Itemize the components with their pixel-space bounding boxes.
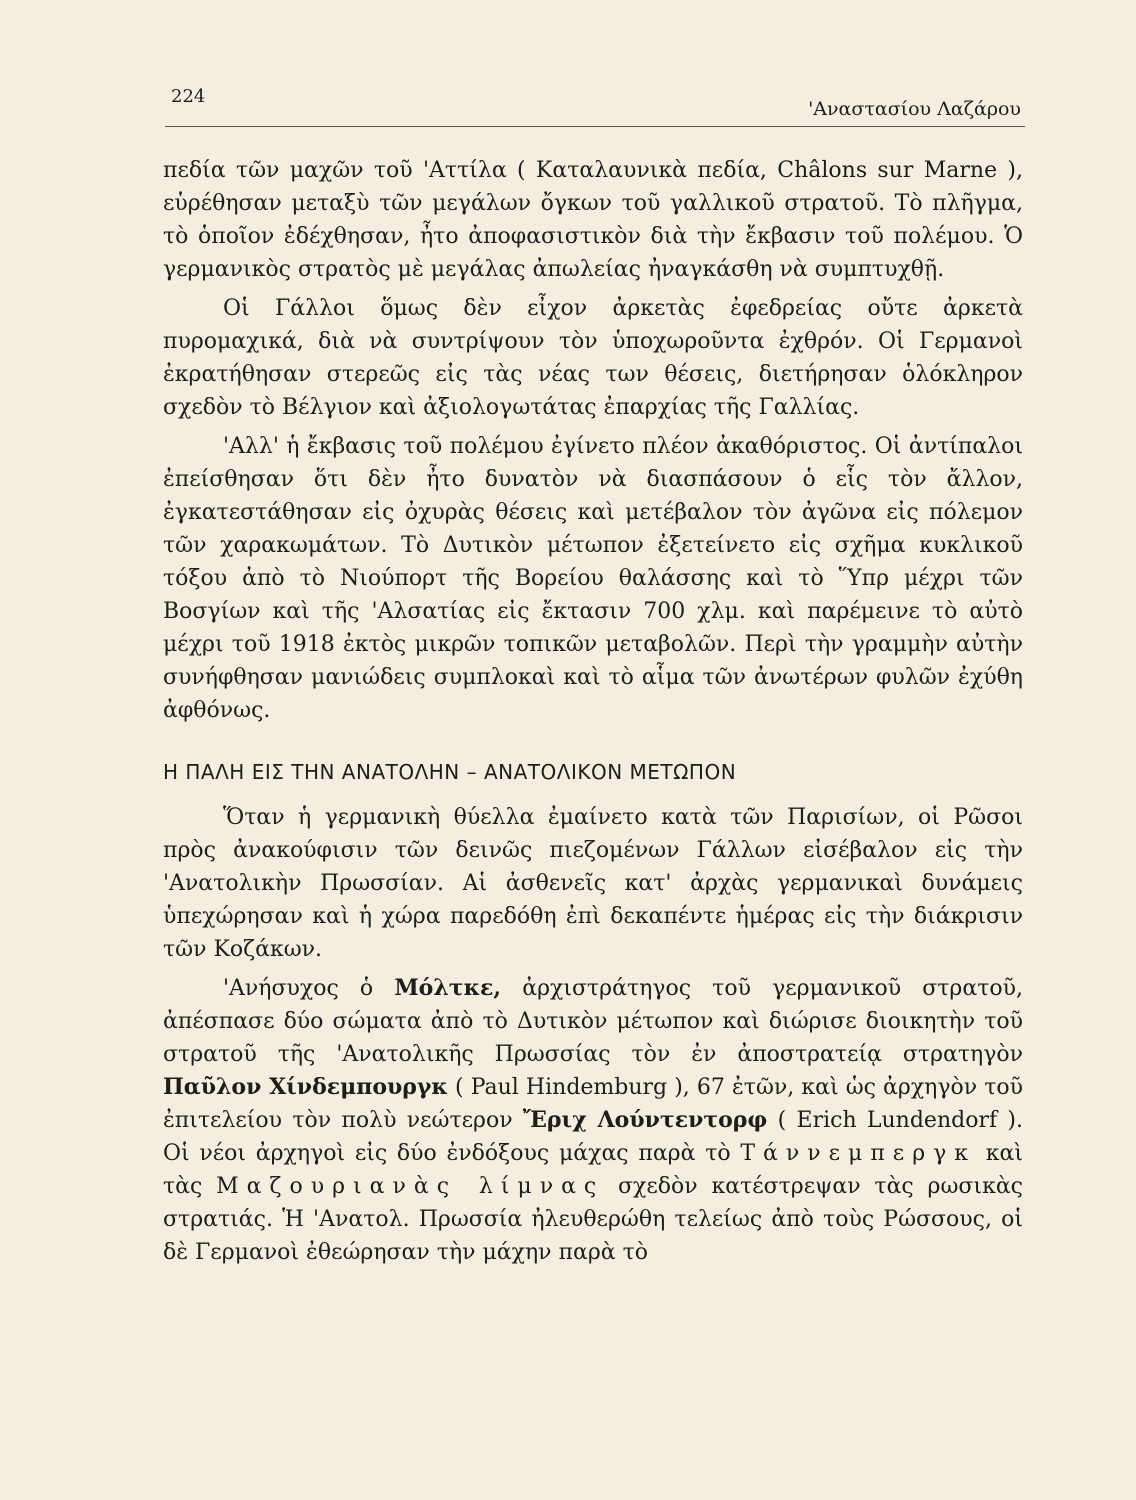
name-hindenburg: Παῦλον Χίνδεμπουργκ [163, 1074, 448, 1100]
place-masurian-lakes: Μαζουριανὰς λίμνας [216, 1174, 605, 1199]
page-number: 224 [171, 86, 206, 107]
name-ludendorff: Ἔριχ Λούντεντορφ [522, 1107, 768, 1133]
paragraph-5 [163, 972, 1023, 1269]
running-head: 'Αναστασίου Λαζάρου [808, 98, 1021, 120]
name-moltke: Μόλτκε, [394, 975, 502, 1001]
section-heading: Η ΠΑΛΗ ΕΙΣ ΤΗΝ ΑΝΑΤΟΛΗΝ – ΑΝΑΤΟΛΙΚΟΝ ΜΕΤΩΠΟΝ [163, 760, 737, 784]
page-body [163, 154, 1023, 1269]
paragraph-2: Οἱ Γάλλοι ὅμως δὲν εἶχον ἀρκετὰς ἐφεδρείας οὔτε ἀρκετὰ πυρομαχικά, διὰ νὰ συντρίψουν τὸν ὑποχωροῦντα ἐχθρόν. Οἱ Γερμανοὶ ἐκρατήθησαν στερεῶς εἰς τὰς νέας των θέσεις, διετήρησαν ὁλόκληρον σχεδὸν τὸ Βέλγιον καὶ ἀξιολογωτάτας ἐπαρχίας τῆς Γαλλίας. [163, 296, 1023, 420]
page-header [165, 82, 1025, 127]
p5-text-4: ( Erich Lundendorf ). Οἱ νέοι ἀρχηγοὶ εἰς δύο ἐνδόξους μάχας παρὰ τὸ [163, 1108, 1023, 1166]
p5-text-1: 'Ανήσυχος ὁ [223, 976, 395, 1001]
p5-text-5: καὶ τὰς [163, 1141, 1023, 1199]
paragraph-3: 'Αλλ' ἡ ἔκβασις τοῦ πολέμου ἐγίνετο πλέον ἀκαθόριστος. Οἱ ἀντίπαλοι ἐπείσθησαν ὅτι δὲν ἦτο δυνατὸν νὰ διασπάσουν ὁ εἷς τὸν ἄλλον, ἐγκατεστάθησαν εἰς ὀχυρὰς θέσεις καὶ μετέβαλον τὸν ἀγῶνα εἰς πόλεμον τῶν χαρακωμάτων. Τὸ Δυτικὸν μέτωπον ἐξετείνετο εἰς σχῆμα κυκλικοῦ τόξου ἀπὸ τὸ Νιούπορτ τῆς Βορείου θαλάσσης καὶ τὸ Ὕπρ μέχρι τῶν Βοσγίων καὶ τῆς 'Αλσατίας εἰς ἔκτασιν 700 χλμ. καὶ παρέμεινε τὸ αὐτὸ μέχρι τοῦ 1918 ἐκτὸς μικρῶν τοπικῶν μεταβολῶν. Περὶ τὴν γραμμὴν αὐτὴν συνήφθησαν μανιώδεις συμπλοκαὶ καὶ τὸ αἷμα τῶν ἀνωτέρων φυλῶν ἐχύθη ἀφθόνως. [163, 434, 1023, 723]
paragraph-4: Ὅταν ἡ γερμανικὴ θύελλα ἐμαίνετο κατὰ τῶν Παρισίων, οἱ Ρῶσοι πρὸς ἀνακούφισιν τῶν δεινῶς πιεζομένων Γάλλων εἰσέβαλον εἰς τὴν 'Ανατολικὴν Πρωσσίαν. Αἱ ἀσθενεῖς κατ' ἀρχὰς γερμανικαὶ δυνάμεις ὑπεχώρησαν καὶ ἡ χώρα παρεδόθη ἐπὶ δεκαπέντε ἡμέρας εἰς τὴν διάκρισιν τῶν Κοζάκων. [163, 805, 1023, 962]
p5-text-2: ἀρχιστράτηγος τοῦ γερμανικοῦ στρατοῦ, ἀπέσπασε δύο σώματα ἀπὸ τὸ Δυτικὸν μέτωπον καὶ διώρισε διοικητὴν τοῦ στρατοῦ τῆς 'Ανατολικῆς Πρωσσίας τὸν ἐν ἀποστρατείᾳ στρατηγὸν [163, 976, 1023, 1067]
p5-text-6: σχεδὸν κατέστρεψαν τὰς ρωσικὰς στρατιάς. Ἡ 'Ανατολ. Πρωσσία ἠλευθερώθη τελείως ἀπὸ τοὺς Ρώσσους, οἱ δὲ Γερμανοὶ ἐθεώρησαν τὴν μάχην παρὰ τὸ [163, 1174, 1023, 1265]
place-tannenberg: Τάννεμπεργκ [740, 1141, 977, 1166]
paragraph-1: πεδία τῶν μαχῶν τοῦ 'Αττίλα ( Καταλαυνικὰ πεδία, Châlons sur Marne ), εὑρέθησαν μεταξὺ τῶν μεγάλων ὄγκων τοῦ γαλλικοῦ στρατοῦ. Τὸ πλῆγμα, τὸ ὁποῖον ἐδέχθησαν, ἦτο ἀποφασιστικὸν διὰ τὴν ἔκβασιν τοῦ πολέμου. Ὁ γερμανικὸς στρατὸς μὲ μεγάλας ἀπωλείας ἠναγκάσθη νὰ συμπτυχθῇ. [163, 158, 1023, 282]
p5-text-3: ( Paul Hindemburg ), 67 ἐτῶν, καὶ ὡς ἀρχηγὸν τοῦ ἐπιτελείου τὸν πολὺ νεώτερον [163, 1075, 1024, 1133]
